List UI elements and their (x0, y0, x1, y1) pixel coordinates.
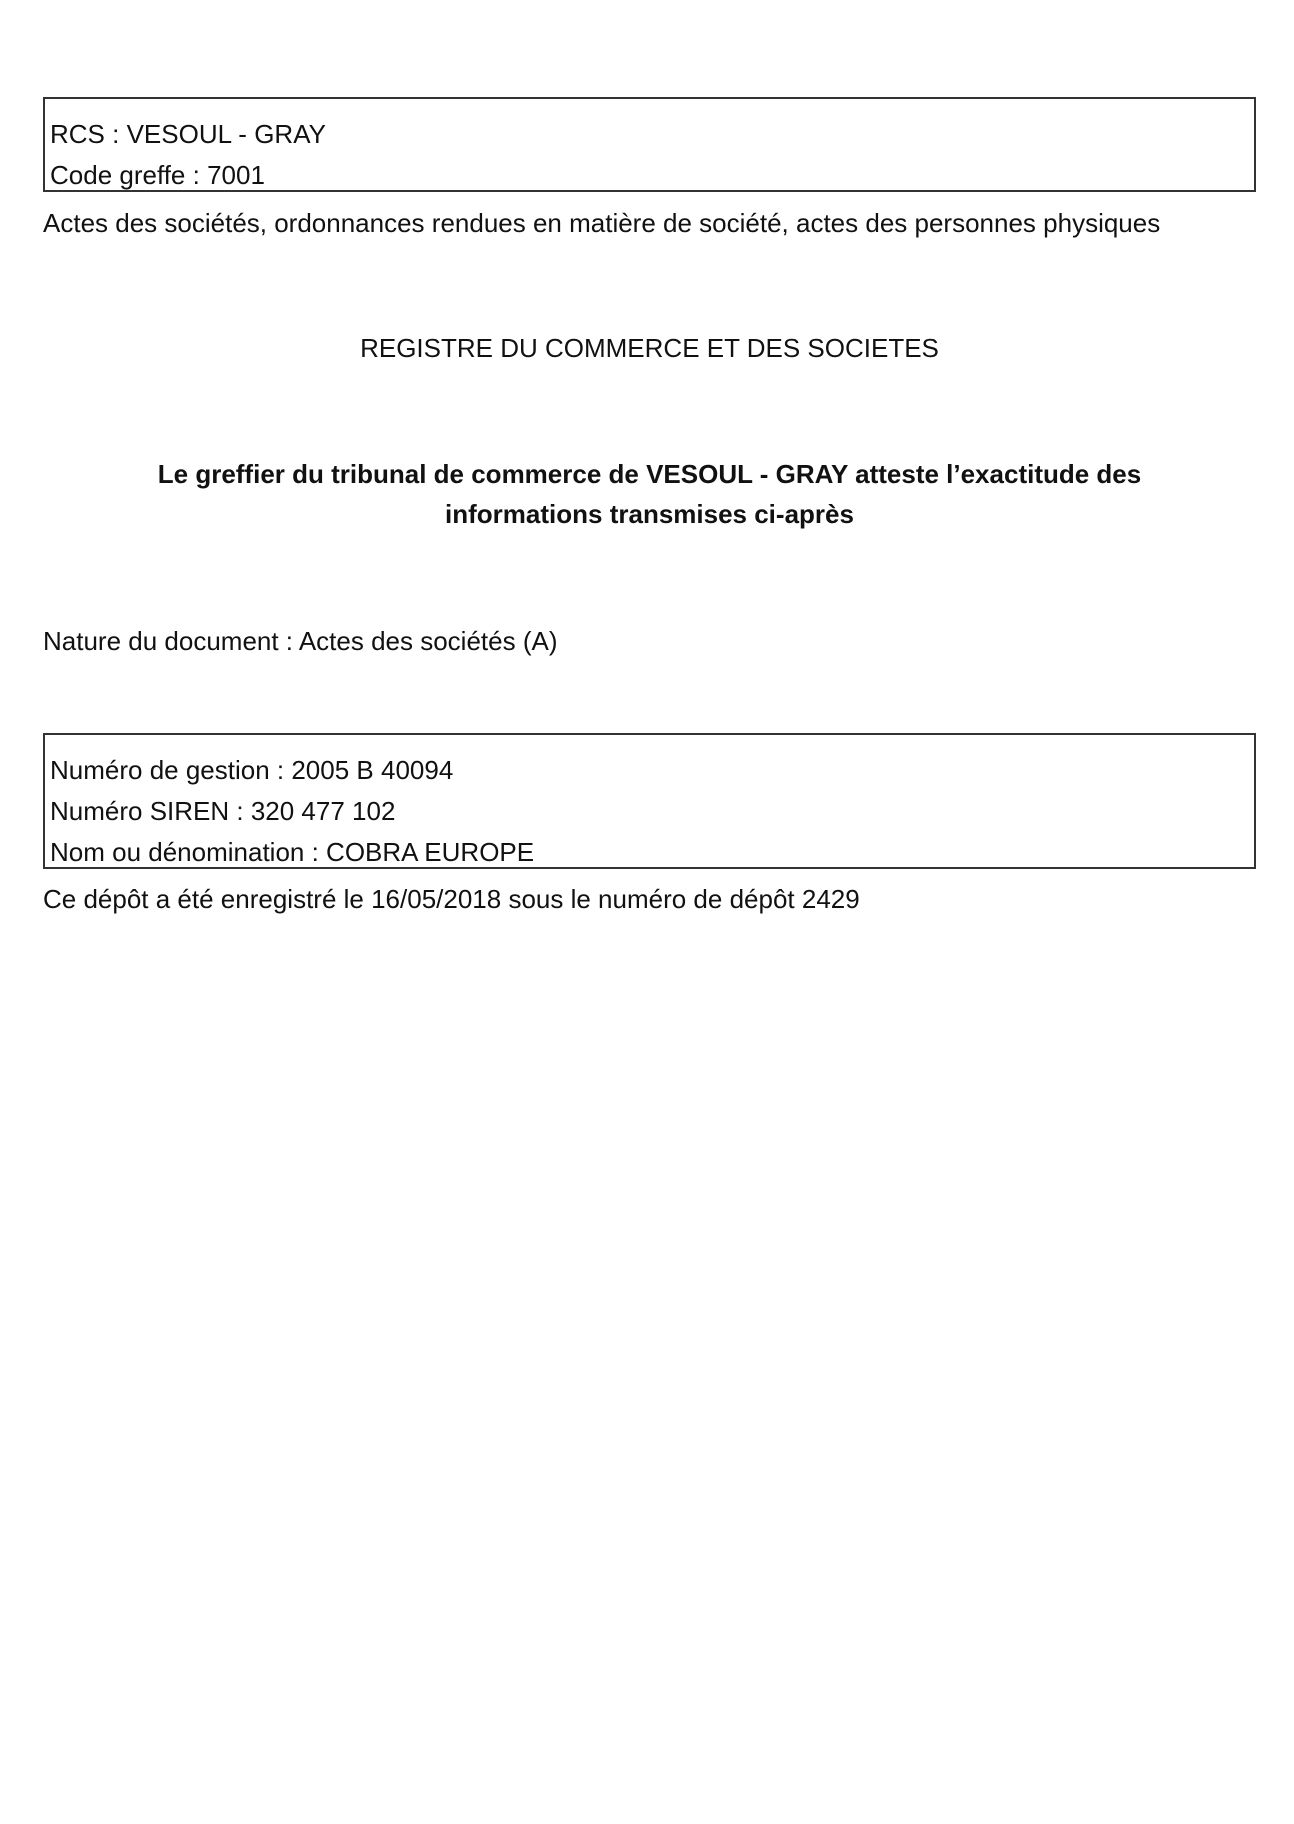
code-greffe-line: Code greffe : 7001 (50, 160, 265, 190)
document-nature: Nature du document : Actes des sociétés (A) (43, 626, 558, 656)
denomination-line: Nom ou dénomination : COBRA EUROPE (50, 837, 535, 867)
document-subtitle: Actes des sociétés, ordonnances rendues en matière de société, actes des personnes physiques (43, 208, 1161, 238)
rcs-line: RCS : VESOUL - GRAY (50, 119, 326, 149)
registry-header-box (43, 97, 1256, 192)
attestation-line-1: Le greffier du tribunal de commerce de VESOUL - GRAY atteste l’exactitude des (157, 459, 1142, 489)
registry-title: REGISTRE DU COMMERCE ET DES SOCIETES (360, 333, 939, 363)
deposit-note: Ce dépôt a été enregistré le 16/05/2018 sous le numéro de dépôt 2429 (43, 884, 860, 914)
attestation-line-2: informations transmises ci-après (445, 499, 854, 529)
company-info-box (43, 733, 1256, 869)
numero-siren-line: Numéro SIREN : 320 477 102 (50, 796, 396, 826)
attestation-statement (43, 454, 1256, 534)
numero-gestion-line: Numéro de gestion : 2005 B 40094 (50, 755, 454, 785)
